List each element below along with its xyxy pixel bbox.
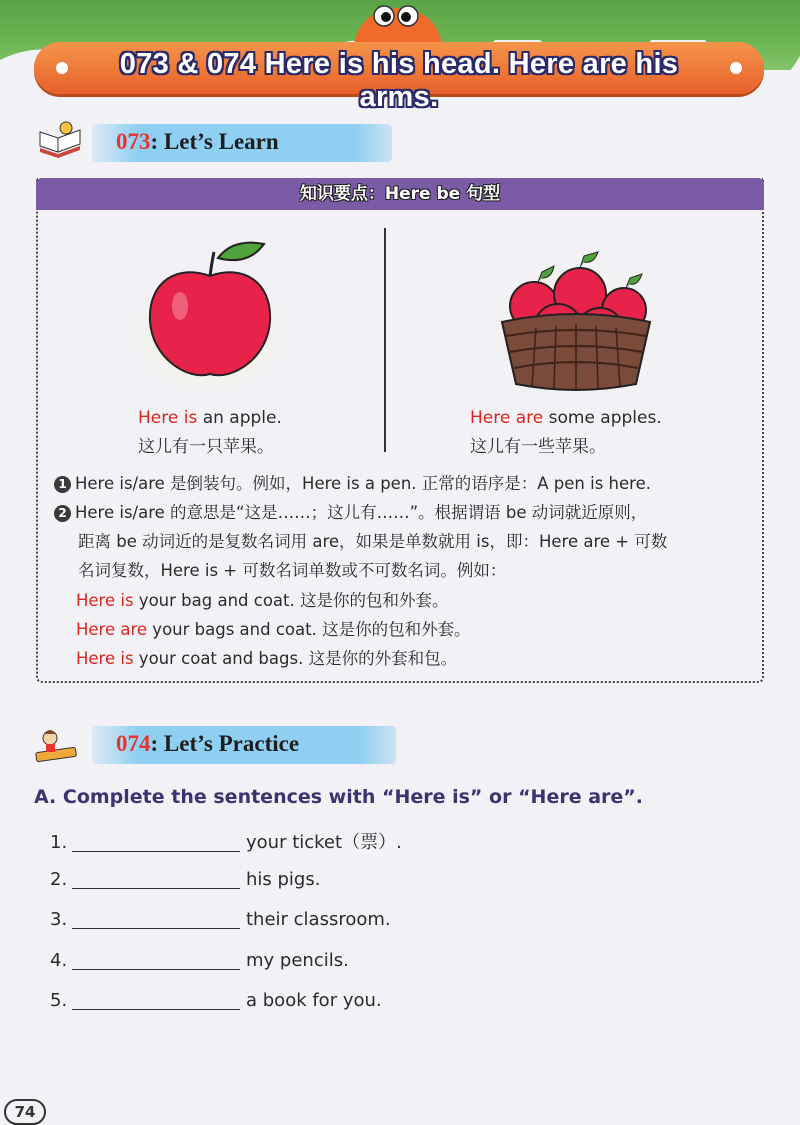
question-1-number: 1. <box>50 832 68 853</box>
question-4-text: my pencils. <box>246 950 349 971</box>
apple-basket-icon <box>476 236 676 396</box>
page-title: 073 & 074 Here is his head. Here are his arms. <box>119 48 679 113</box>
book-icon <box>36 120 84 160</box>
learn-section-bar <box>92 124 392 162</box>
example-1-highlight: Here is <box>138 408 198 428</box>
question-4 <box>50 950 349 971</box>
note-2-text-b: 距离 be 动词近的是复数名词用 are，如果是单数就用 is，即：Here are + 可数 <box>78 532 668 551</box>
note-example-3-rest: your coat and bags. 这是你的外套和包。 <box>133 649 458 668</box>
note-example-3-highlight: Here is <box>76 649 134 668</box>
question-5-text: a book for you. <box>246 990 382 1011</box>
example-1-zh: 这儿有一只苹果。 <box>138 437 274 457</box>
question-4-number: 4. <box>50 950 68 971</box>
example-2-zh: 这儿有一些苹果。 <box>470 437 606 457</box>
practice-section-num: 074 <box>116 731 151 756</box>
question-5 <box>50 990 382 1011</box>
learn-section-title <box>116 129 279 155</box>
example-divider <box>384 228 386 452</box>
note-2 <box>54 499 647 523</box>
page-number: 74 <box>4 1099 46 1125</box>
note-example-1 <box>76 587 448 611</box>
note-2-text-c: 名词复数，Here is + 可数名词单数或不可数名词。例如： <box>78 561 507 580</box>
title-banner <box>34 42 764 113</box>
question-5-number: 5. <box>50 990 68 1011</box>
knowledge-box-title: 知识要点：Here be 句型 <box>36 178 764 210</box>
apple-icon <box>118 236 308 396</box>
question-3-number: 3. <box>50 909 68 930</box>
note-2-text-a: Here is/are 的意思是“这是……；这儿有……”。根据谓语 be 动词就近原则， <box>75 503 648 522</box>
practice-section-bar <box>92 726 396 764</box>
learn-section-label: : Let’s Learn <box>150 129 279 154</box>
practice-section-title <box>116 731 299 757</box>
question-3-text: their classroom. <box>246 909 391 930</box>
note-2-number: 2 <box>54 505 71 522</box>
question-2-blank[interactable] <box>72 870 240 889</box>
question-5-blank[interactable] <box>72 991 240 1010</box>
note-example-3 <box>76 645 457 669</box>
note-example-2-rest: your bags and coat. 这是你的包和外套。 <box>147 620 471 639</box>
question-4-blank[interactable] <box>72 951 240 970</box>
note-example-2-highlight: Here are <box>76 620 148 639</box>
question-2 <box>50 869 320 890</box>
note-example-2 <box>76 616 471 640</box>
task-instruction: A. Complete the sentences with “Here is” or “Here are”. <box>34 786 643 808</box>
example-2-rest: some apples. <box>543 408 662 428</box>
example-1-en <box>138 408 282 428</box>
note-1 <box>54 470 651 494</box>
learn-section-num: 073 <box>116 129 151 154</box>
question-1 <box>50 828 402 854</box>
question-1-blank[interactable] <box>72 833 240 852</box>
question-3 <box>50 909 391 930</box>
question-2-number: 2. <box>50 869 68 890</box>
banner-dot-left <box>56 62 68 74</box>
example-2-highlight: Here are <box>470 408 544 428</box>
note-1-number: 1 <box>54 476 71 493</box>
question-1-text: your ticket（票）. <box>246 832 402 853</box>
note-example-1-rest: your bag and coat. 这是你的包和外套。 <box>133 591 449 610</box>
example-2-en <box>470 408 662 428</box>
example-1-rest: an apple. <box>197 408 282 428</box>
question-3-blank[interactable] <box>72 910 240 929</box>
pencil-kid-icon <box>32 726 84 766</box>
note-example-1-highlight: Here is <box>76 591 134 610</box>
note-1-text: Here is/are 是倒装句。例如，Here is a pen. 正常的语序是：A pen is here. <box>75 474 651 493</box>
question-2-text: his pigs. <box>246 869 321 890</box>
banner-dot-right <box>730 62 742 74</box>
practice-section-label: : Let’s Practice <box>150 731 300 756</box>
